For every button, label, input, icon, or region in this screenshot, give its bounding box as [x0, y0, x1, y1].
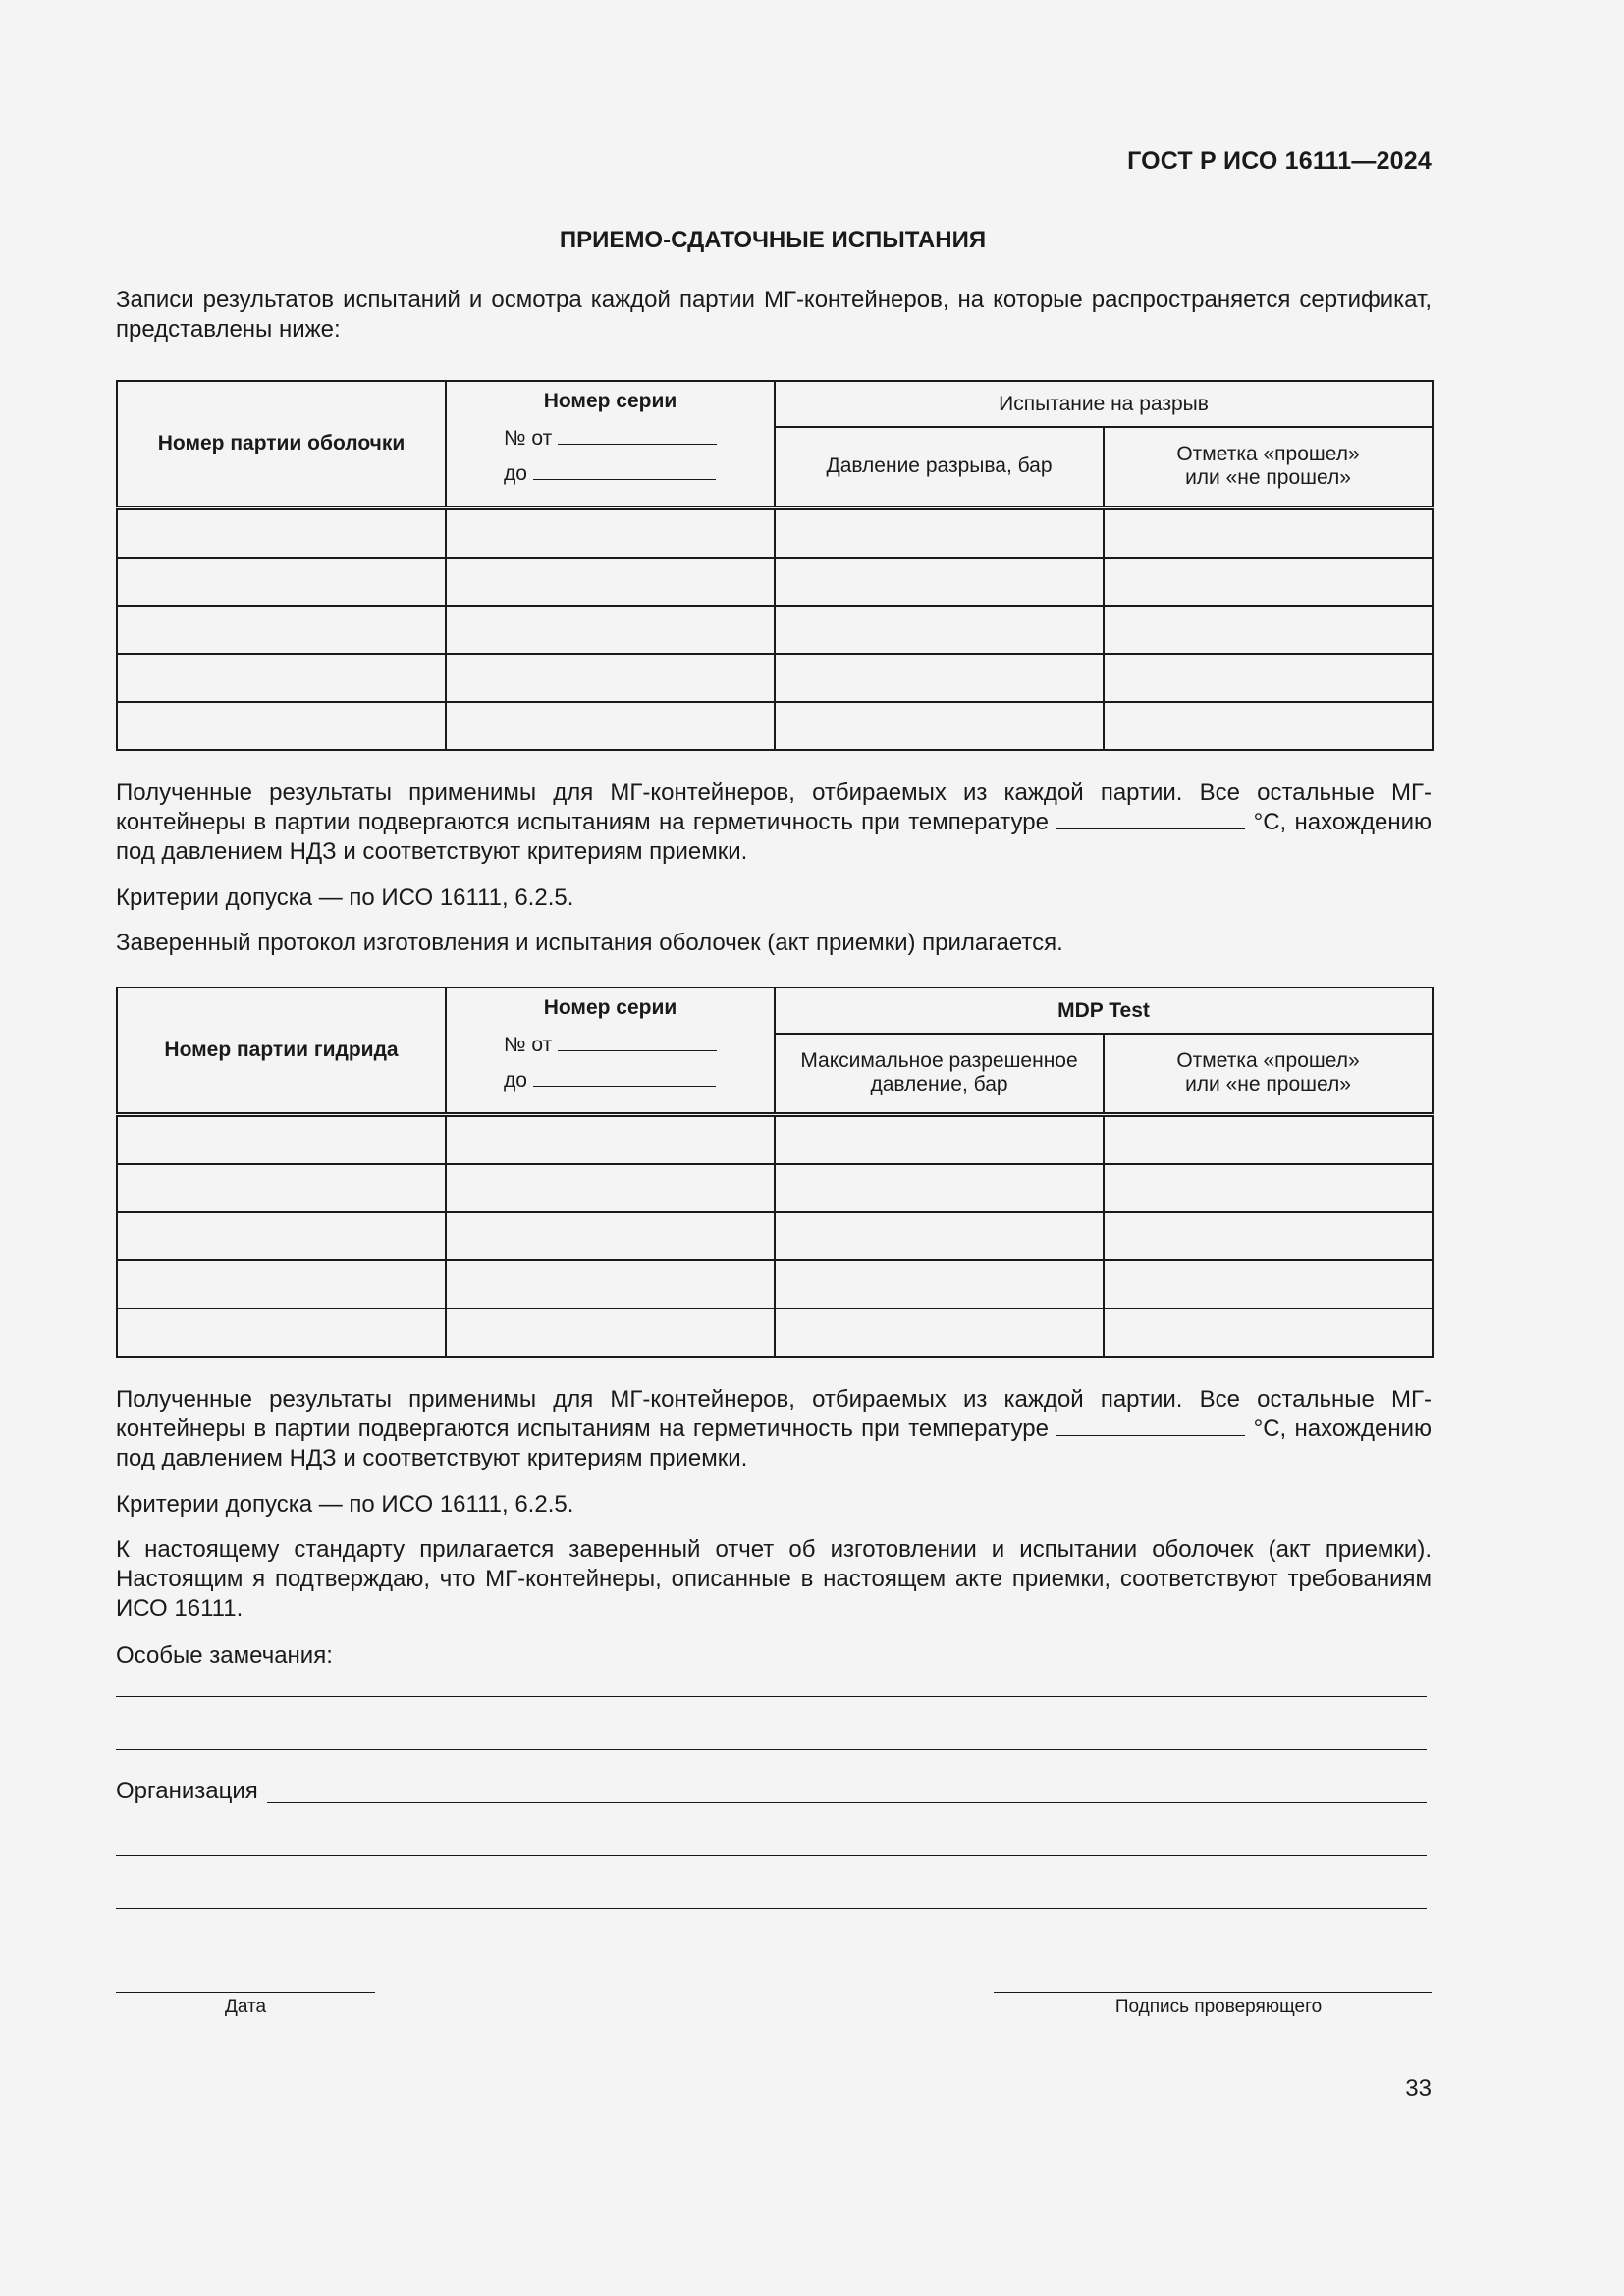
organization-line-1[interactable] — [267, 1802, 1427, 1803]
table-row — [117, 1114, 1433, 1164]
batch-number-header: Номер партии оболочки — [117, 381, 446, 507]
section-title: ПРИЕМО-СДАТОЧНЫЕ ИСПЫТАНИЯ — [559, 227, 987, 253]
signature-line[interactable] — [994, 1992, 1432, 1993]
table-row — [117, 1164, 1433, 1212]
series-from-blank[interactable] — [558, 428, 717, 445]
burst-test-table — [116, 380, 1434, 751]
organization-line-3[interactable] — [116, 1908, 1427, 1909]
results-paragraph-1: Полученные результаты применимы для МГ-контейнеров, отбираемых из каждой партии. Все остальные МГ-контейнеры в партии подвергаются испытаниям на герметичность при температуре °С, нахождению под давлением НДЗ и соответствуют критериям приемки. — [116, 779, 1432, 865]
criteria-1: Критерии допуска — по ИСО 16111, 6.2.5. — [116, 884, 574, 911]
series-to-blank[interactable] — [533, 463, 716, 480]
date-line[interactable] — [116, 1992, 375, 1993]
certification-paragraph: К настоящему стандарту прилагается заверенный отчет об изготовлении и испытании оболочек (акт приемки). Настоящим я подтверждаю, что МГ-контейнеры, описанные в настоящем акте приемки, соответствуют требованиям ИСО 16111. — [116, 1536, 1432, 1622]
remarks-label: Особые замечания: — [116, 1642, 333, 1669]
temperature-blank-2[interactable] — [1056, 1417, 1245, 1436]
organization-label: Организация — [116, 1778, 258, 1804]
pass-fail-header: Отметка «прошел» или «не прошел» — [1104, 1034, 1433, 1114]
series-number-header — [446, 988, 775, 1114]
mdp-test-table — [116, 987, 1434, 1358]
max-pressure-header: Максимальное разрешенное давление, бар — [775, 1034, 1104, 1114]
remarks-line-2[interactable] — [116, 1749, 1427, 1750]
hydride-batch-header: Номер партии гидрида — [117, 988, 446, 1114]
series-from: № от — [504, 1034, 774, 1057]
organization-line-2[interactable] — [116, 1855, 1427, 1856]
table-row — [117, 1260, 1433, 1308]
series-from-blank[interactable] — [558, 1035, 717, 1051]
series-title: Номер серии — [543, 389, 677, 412]
table-row — [117, 654, 1433, 702]
remarks-line-1[interactable] — [116, 1696, 1427, 1697]
table-row — [117, 1212, 1433, 1260]
table-row — [117, 606, 1433, 654]
table-row — [117, 1308, 1433, 1357]
pass-fail-header: Отметка «прошел» или «не прошел» — [1104, 427, 1433, 507]
temperature-blank-1[interactable] — [1056, 811, 1245, 829]
intro-paragraph: Записи результатов испытаний и осмотра каждой партии МГ-контейнеров, на которые распространяется сертификат, представлены ниже: — [116, 287, 1432, 343]
mdp-test-group-header: MDP Test — [775, 988, 1433, 1034]
standard-code: ГОСТ Р ИСО 16111—2024 — [1127, 147, 1432, 175]
burst-pressure-header: Давление разрыва, бар — [775, 427, 1104, 507]
series-from: № от — [504, 427, 774, 451]
results-paragraph-2: Полученные результаты применимы для МГ-контейнеров, отбираемых из каждой партии. Все остальные МГ-контейнеры в партии подвергаются испытаниям на герметичность при температуре °С, нахождению под давлением НДЗ и соответствуют критериям приемки. — [116, 1386, 1432, 1471]
date-caption: Дата — [224, 1997, 267, 2017]
page-number: 33 — [1405, 2075, 1432, 2102]
series-title: Номер серии — [543, 995, 677, 1019]
burst-test-group-header: Испытание на разрыв — [775, 381, 1433, 427]
table-row — [117, 702, 1433, 750]
criteria-2: Критерии допуска — по ИСО 16111, 6.2.5. — [116, 1491, 574, 1518]
table-row — [117, 558, 1433, 606]
table-row — [117, 507, 1433, 558]
series-to-blank[interactable] — [533, 1070, 716, 1087]
series-number-header — [446, 381, 775, 507]
signature-caption: Подпись проверяющего — [1114, 1997, 1323, 2017]
series-to: до — [504, 1069, 774, 1093]
protocol-paragraph: Заверенный протокол изготовления и испытания оболочек (акт приемки) прилагается. — [116, 930, 1063, 956]
series-to: до — [504, 462, 774, 486]
